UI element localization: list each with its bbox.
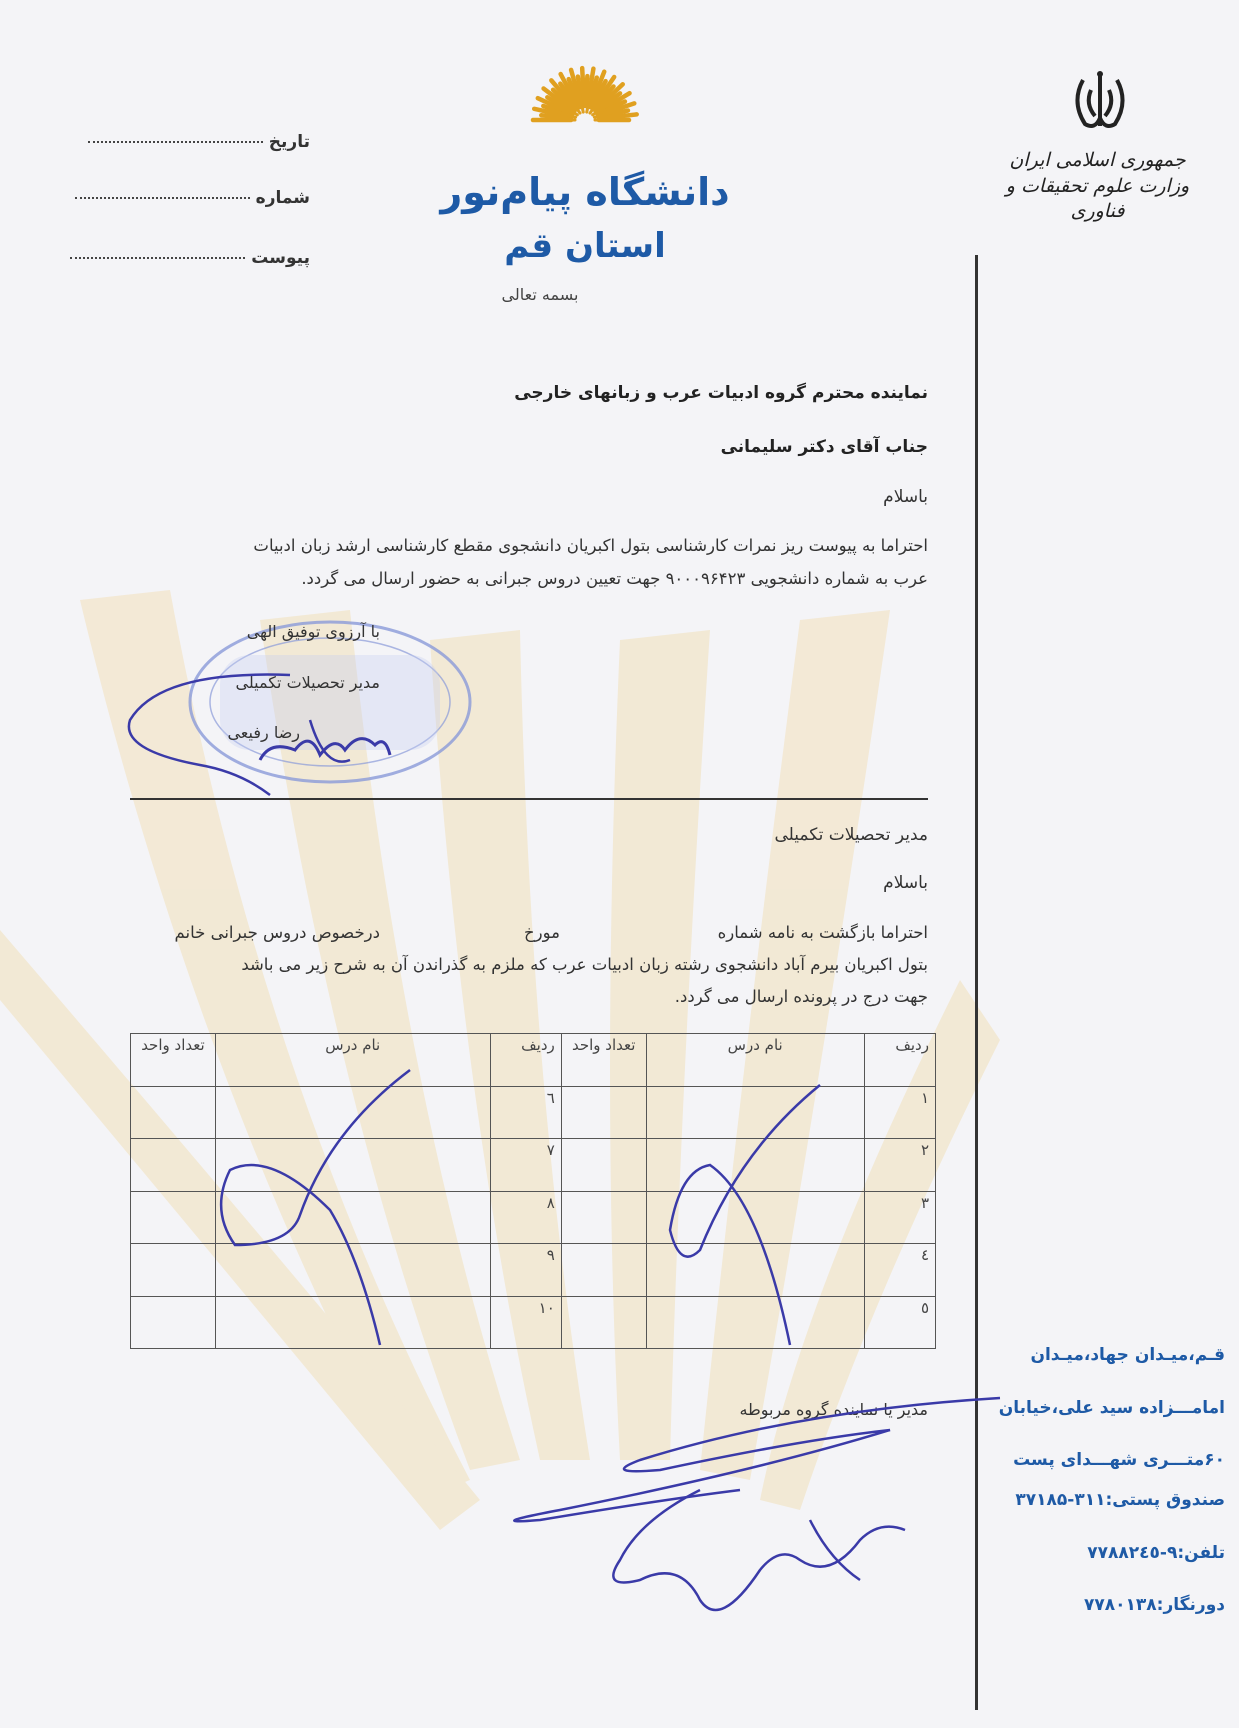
table-cell [561,1087,646,1139]
emblem-caption [990,148,1205,225]
col-header-course-name: نام درس [646,1034,864,1087]
table-cell: ۱ [864,1087,935,1139]
table-cell [131,1244,216,1296]
table-cell [215,1087,490,1139]
date-dots [88,141,263,143]
table-header-row [131,1034,936,1087]
table-row [131,1296,936,1348]
col-header-units: تعداد واحد [131,1034,216,1087]
table-cell: ۲ [864,1139,935,1191]
table-cell [561,1191,646,1243]
letter1-signer-title: مدیر تحصیلات تکمیلی [235,673,380,692]
address-line4: صندوق پستی:۳۱۱-۳۷۱۸۵ [1015,1490,1225,1510]
letter2-line1-part-b: مورخ [524,923,560,942]
address-line6: دورنگار:۷۷۸۰۱۳۸ [1084,1595,1225,1615]
attachment-dots [70,257,245,259]
letter1-closing: با آرزوی توفیق الهی [246,622,380,641]
table-cell [215,1139,490,1191]
table-cell: ۱۰ [490,1296,561,1348]
table-cell [131,1191,216,1243]
letter1-title: جناب آقای دکتر سلیمانی [720,437,928,457]
letter1-signer-name: رضا رفیعی [227,723,300,742]
table-cell: ۸ [490,1191,561,1243]
table-cell: ۷ [490,1139,561,1191]
letter2-recipient: مدیر تحصیلات تکمیلی [774,825,928,845]
address-line3: ۶۰متـــری شهـــدای پست [1013,1450,1225,1470]
address-line1: قـم،میـدان جهاد،میـدان [1030,1345,1225,1365]
table-cell [646,1191,864,1243]
table-cell: ٦ [490,1087,561,1139]
attachment-field [70,248,310,268]
signature-1 [120,660,420,800]
table-cell [646,1139,864,1191]
table-cell [131,1296,216,1348]
vertical-divider [975,255,978,1710]
table-cell [131,1087,216,1139]
section-separator [130,798,928,800]
number-label: شماره [255,188,310,208]
letter2-line2: بتول اکبریان بیرم آباد دانشجوی رشته زبان ادبیات عرب که ملزم به گذراندن آن به شرح زیر می باشد [241,955,928,974]
letter1-greeting: باسلام [883,487,928,507]
attachment-label: پیوست [251,248,310,268]
table-row [131,1087,936,1139]
table-cell [646,1296,864,1348]
table-cell: ۳ [864,1191,935,1243]
university-logo-icon [530,60,640,165]
table-cell [131,1139,216,1191]
letter2-line1-part-c: درخصوص دروس جبرانی خانم [174,923,380,942]
number-dots [75,197,250,199]
number-field [70,188,310,208]
table-cell [215,1191,490,1243]
courses-table [130,1033,936,1349]
table-row [131,1139,936,1191]
date-label: تاریخ [268,132,310,152]
col-header-row-number: ردیف [490,1034,561,1087]
province-name: استان قم [504,226,666,266]
table-row [131,1191,936,1243]
table-cell [561,1139,646,1191]
letter2-line3: جهت درج در پرونده ارسال می گردد. [674,987,928,1006]
table-cell [561,1296,646,1348]
emblem-line2: وزارت علوم تحقیقات و فناوری [1005,174,1190,223]
iran-emblem-icon [1065,68,1135,138]
col-header-course-name: نام درس [215,1034,490,1087]
letter2-line1-part-a: احتراما بازگشت به نامه شماره [717,923,928,942]
table-cell: ۹ [490,1244,561,1296]
letter1-body-line1: احتراما به پیوست ریز نمرات کارشناسی بتول اکبریان دانشجوی مقطع کارشناسی ارشد زبان ادبیات [253,536,928,555]
table-cell: ٥ [864,1296,935,1348]
table-cell [646,1087,864,1139]
table-row [131,1244,936,1296]
address-line5: تلفن:۹-۷۷۸۸۲٤٥ [1087,1543,1225,1563]
col-header-row-number: ردیف [864,1034,935,1087]
table-cell [215,1244,490,1296]
letter2-greeting: باسلام [883,873,928,893]
address-line2: امامـــزاده سید علی،خیابان [998,1398,1225,1418]
letter1-recipient: نماینده محترم گروه ادبیات عرب و زبانهای خارجی [514,383,928,403]
table-cell [646,1244,864,1296]
date-field [70,132,310,152]
letter1-body-line2: عرب به شماره دانشجویی ۹۰۰۰۹۶۴۲۳ جهت تعیین دروس جبرانی به حضور ارسال می گردد. [301,569,928,588]
table-cell [561,1244,646,1296]
table-cell: ٤ [864,1244,935,1296]
university-name: دانشگاه پیام‌نور [440,170,730,214]
col-header-units: تعداد واحد [561,1034,646,1087]
table-cell [215,1296,490,1348]
emblem-line1: جمهوری اسلامی ایران [1009,149,1186,171]
besmeh-text: بسمه تعالی [501,285,579,304]
letter2-signer: مدیر یا نماینده گروه مربوطه [739,1400,928,1419]
